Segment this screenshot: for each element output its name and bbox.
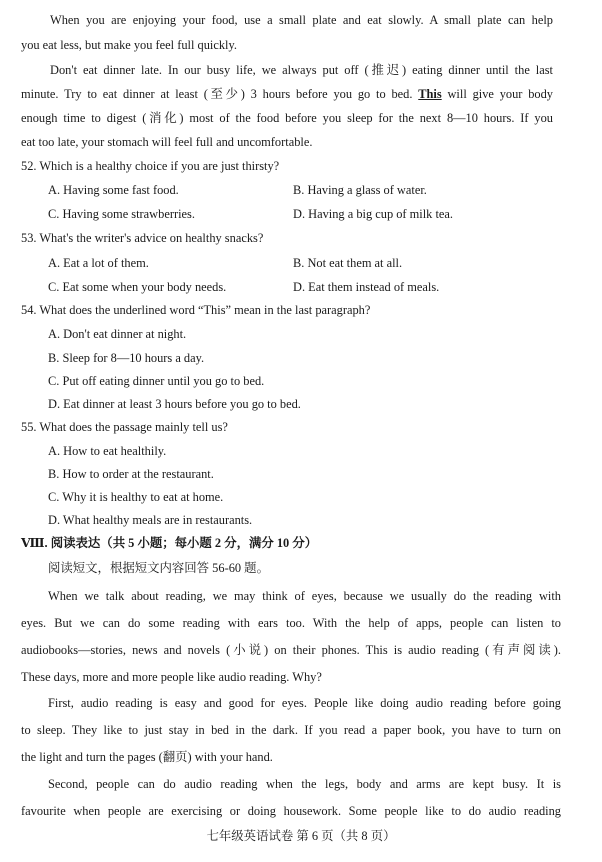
q53-option-a[interactable]: A. Eat a lot of them. bbox=[48, 256, 149, 270]
passage-line: Second, people can do audio reading when the legs, body and arms are kept busy. It is bbox=[48, 777, 561, 791]
question-54-stem: 54. What does the underlined word “This” mean in the last paragraph? bbox=[21, 303, 371, 317]
q53-option-b[interactable]: B. Not eat them at all. bbox=[293, 256, 403, 270]
section-heading: Ⅷ. 阅读表达（共 5 小题；每小题 2 分，满分 10 分） bbox=[21, 536, 318, 550]
passage-text: will give your body bbox=[441, 87, 553, 101]
q52-option-b[interactable]: B. Having a glass of water. bbox=[293, 183, 427, 197]
q52-option-a[interactable]: A. Having some fast food. bbox=[48, 183, 179, 197]
passage-line: audiobooks—stories, news and novels (小说) on their phones. This is audio reading (有声阅读). bbox=[21, 643, 561, 657]
passage-line: When you are enjoying your food, use a small plate and eat slowly. A small plate can help bbox=[50, 13, 553, 27]
passage-line bbox=[21, 86, 553, 102]
passage-line: enough time to digest (消化) most of the food before you sleep for the next 8—10 hours. If you bbox=[21, 111, 553, 125]
q55-option-a[interactable]: A. How to eat healthily. bbox=[48, 444, 167, 458]
q55-option-c[interactable]: C. Why it is healthy to eat at home. bbox=[48, 490, 224, 504]
underlined-word: This bbox=[418, 87, 442, 101]
question-52-stem: 52. Which is a healthy choice if you are just thirsty? bbox=[21, 159, 280, 173]
q54-option-a[interactable]: A. Don't eat dinner at night. bbox=[48, 327, 187, 341]
passage-text: minute. Try to eat dinner at least (至少) 3 hours before you go to bed. bbox=[21, 87, 419, 101]
passage-line: First, audio reading is easy and good for eyes. People like doing audio reading before going bbox=[48, 696, 561, 710]
q53-option-d[interactable]: D. Eat them instead of meals. bbox=[293, 280, 440, 294]
q52-option-c[interactable]: C. Having some strawberries. bbox=[48, 207, 195, 221]
q54-option-b[interactable]: B. Sleep for 8—10 hours a day. bbox=[48, 351, 205, 365]
passage-line: you eat less, but make you feel full quickly. bbox=[21, 38, 237, 52]
q55-option-d[interactable]: D. What healthy meals are in restaurants. bbox=[48, 513, 253, 527]
question-53-stem: 53. What's the writer's advice on healthy snacks? bbox=[21, 231, 264, 245]
section-instruction: 阅读短文，根据短文内容回答 56-60 题。 bbox=[48, 561, 269, 575]
page-footer: 七年级英语试卷 第 6 页（共 8 页） bbox=[206, 829, 396, 843]
passage-line: Don't eat dinner late. In our busy life, we always put off (推迟) eating dinner until the last bbox=[50, 63, 553, 77]
q54-option-d[interactable]: D. Eat dinner at least 3 hours before you go to bed. bbox=[48, 397, 301, 411]
q52-option-d[interactable]: D. Having a big cup of milk tea. bbox=[293, 207, 454, 221]
passage-line: the light and turn the pages (翻页) with your hand. bbox=[21, 750, 273, 764]
q53-option-c[interactable]: C. Eat some when your body needs. bbox=[48, 280, 227, 294]
q55-option-b[interactable]: B. How to order at the restaurant. bbox=[48, 467, 214, 481]
passage-line: to sleep. They like to just stay in bed in the dark. If you read a paper book, you have to turn on bbox=[21, 723, 561, 737]
passage-line: eyes. But we can do some reading with ears too. With the help of apps, people can listen to bbox=[21, 616, 561, 630]
passage-line: favourite when people are exercising or doing housework. Some people like to do audio reading bbox=[21, 804, 561, 818]
passage-line: eat too late, your stomach will feel full and uncomfortable. bbox=[21, 135, 313, 149]
q54-option-c[interactable]: C. Put off eating dinner until you go to bed. bbox=[48, 374, 265, 388]
passage-line: When we talk about reading, we may think of eyes, because we usually do the reading with bbox=[48, 589, 561, 603]
question-55-stem: 55. What does the passage mainly tell us? bbox=[21, 420, 228, 434]
passage-line: These days, more and more people like audio reading. Why? bbox=[21, 670, 322, 684]
